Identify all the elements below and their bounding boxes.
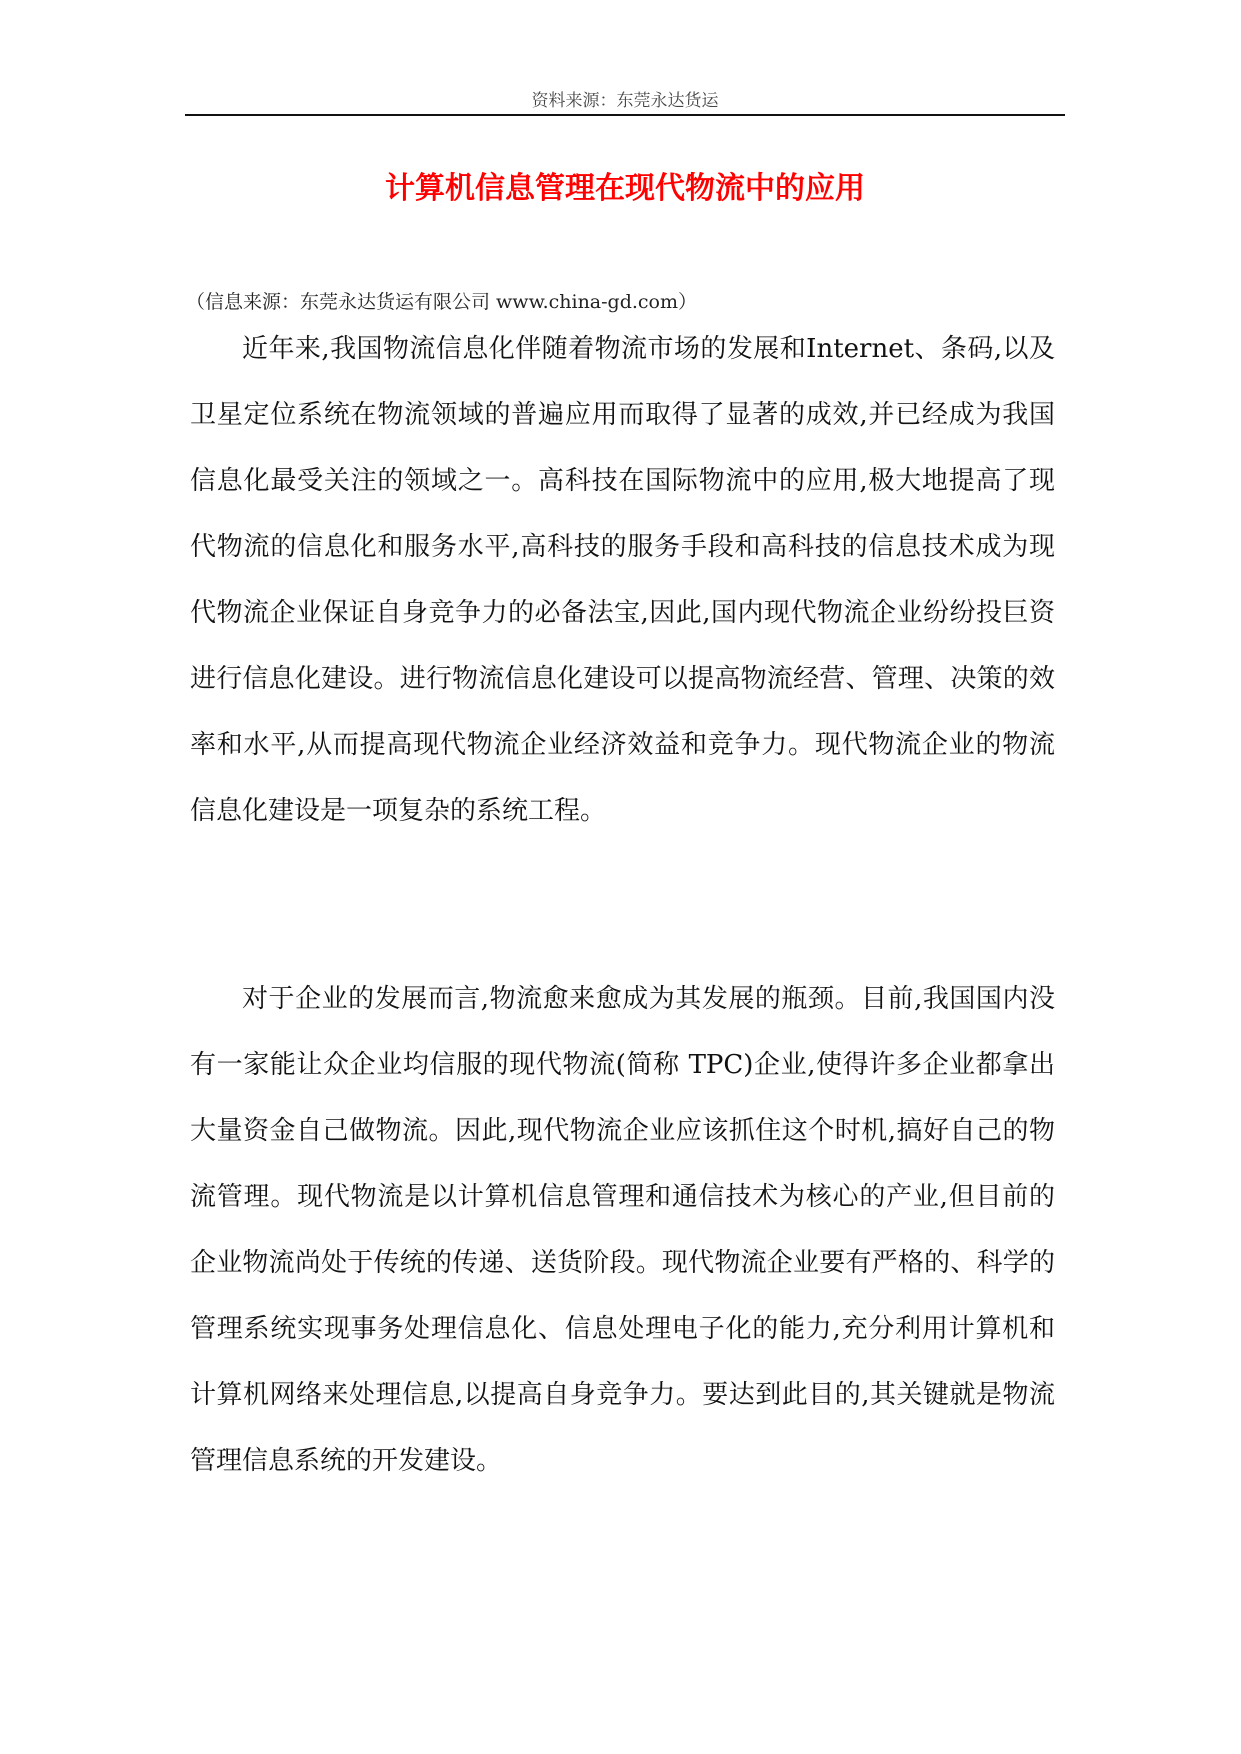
header-divider	[185, 114, 1065, 116]
source-line: （信息来源：东莞永达货运有限公司 www.china-gd.com）	[186, 291, 698, 313]
paragraph-1: 近年来,我国物流信息化伴随着物流市场的发展和Internet、条码,以及卫星定位系统在物流领域的普遍应用而取得了显著的成效,并已经成为我国信息化最受关注的领域之一。高科技在国际物流中的应用,极大地提高了现代物流的信息化和服务水平,高科技的服务手段和高科技的信息技术成为现代物流企业保证自身竞争力的必备法宝,因此,国内现代物流企业纷纷投巨资进行信息化建设。进行物流信息化建设可以提高物流经营、管理、决策的效率和水平,从而提高现代物流企业经济效益和竞争力。现代物流企业的物流信息化建设是一项复杂的系统工程。	[190, 334, 1055, 826]
paragraph-2: 对于企业的发展而言,物流愈来愈成为其发展的瓶颈。目前,我国国内没有一家能让众企业均信服的现代物流(简称 TPC)企业,使得许多企业都拿出大量资金自己做物流。因此,现代物流企业应该抓住这个时机,搞好自己的物流管理。现代物流是以计算机信息管理和通信技术为核心的产业,但目前的企业物流尚处于传统的传递、送货阶段。现代物流企业要有严格的、科学的管理系统实现事务处理信息化、信息处理电子化的能力,充分利用计算机和计算机网络来处理信息,以提高自身竞争力。要达到此目的,其关键就是物流管理信息系统的开发建设。	[190, 984, 1055, 1476]
page-title: 计算机信息管理在现代物流中的应用	[385, 171, 865, 206]
header-source-label: 资料来源：东莞永达货运	[531, 91, 719, 111]
